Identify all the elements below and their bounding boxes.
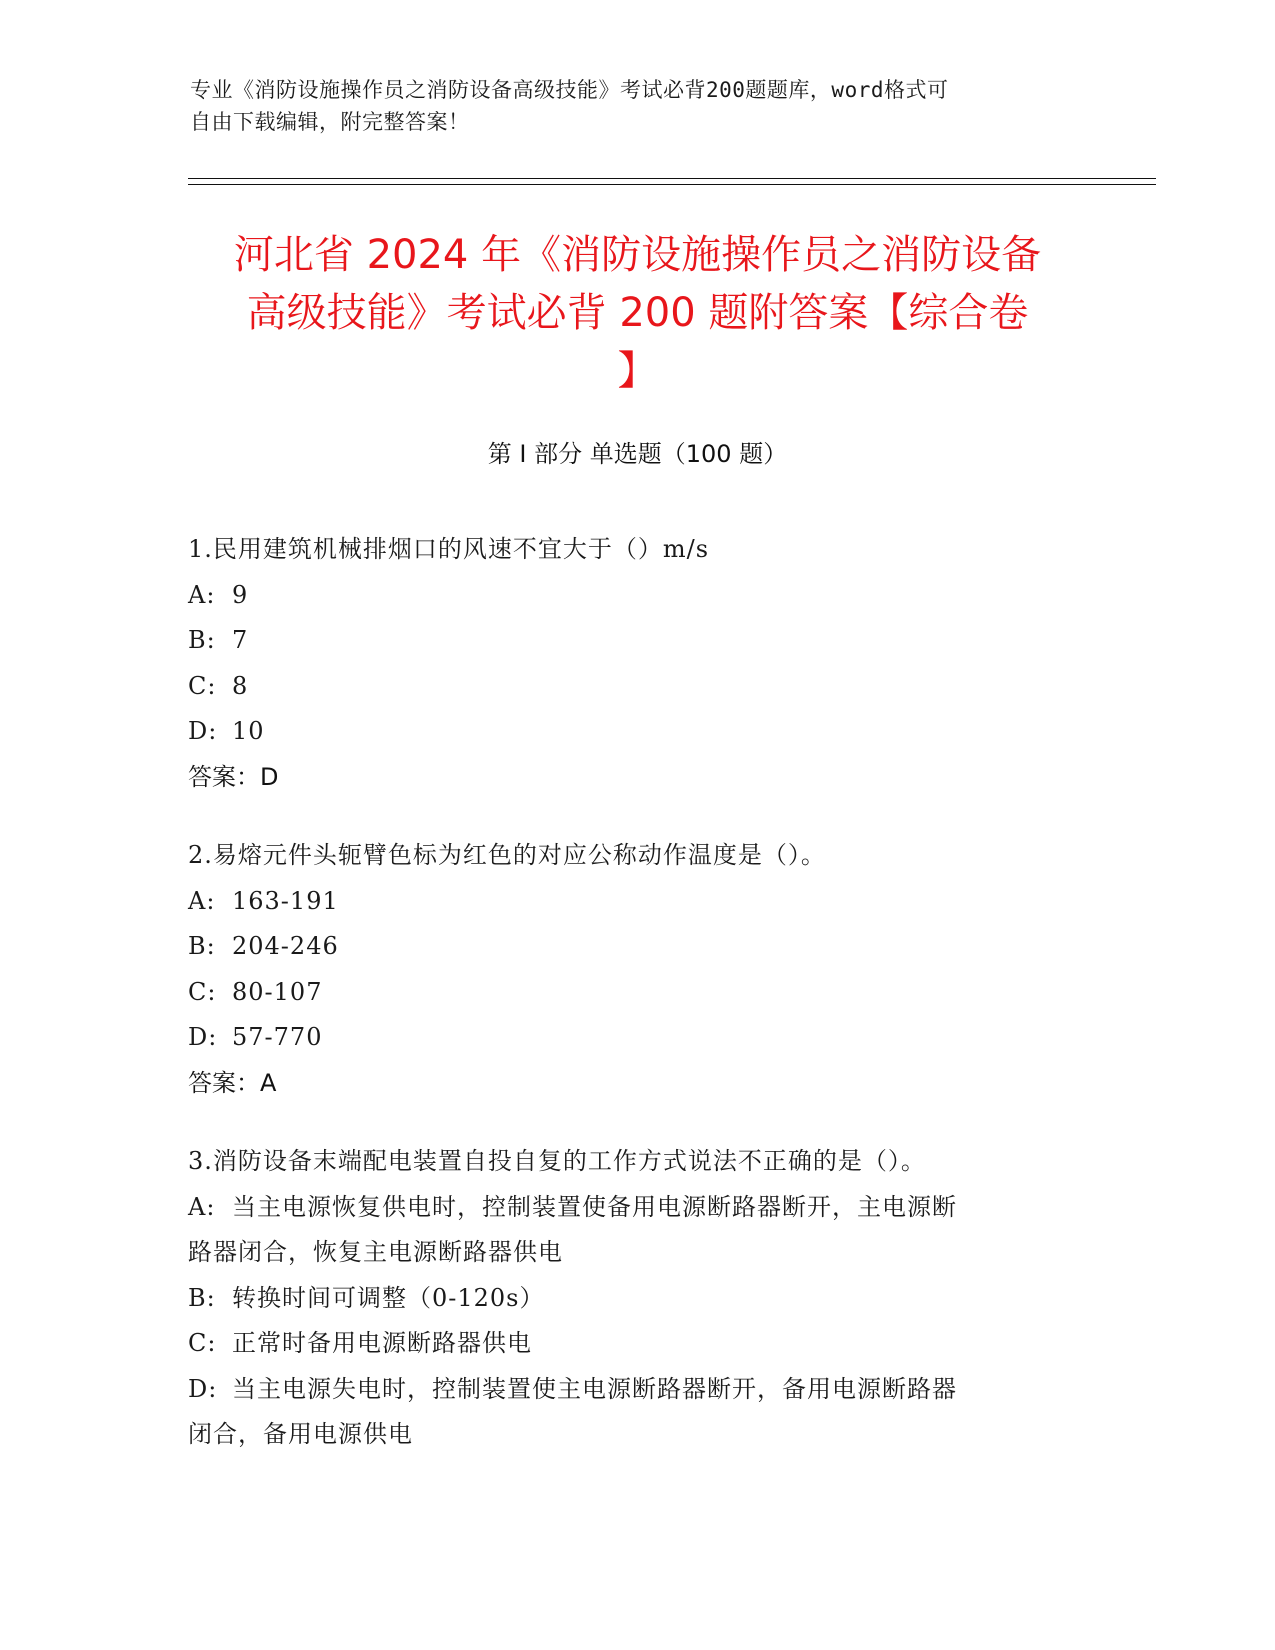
option-letter: C:	[188, 671, 217, 700]
option-c	[188, 664, 1088, 710]
header-divider-top	[188, 178, 1156, 179]
option-a	[188, 573, 1088, 619]
option-letter: C:	[188, 977, 217, 1006]
option-b	[188, 1276, 1088, 1322]
option-text: 204-246	[232, 932, 339, 960]
option-text: 当主电源恢复供电时，控制装置使备用电源断路器断开，主电源断	[232, 1192, 957, 1221]
question-2	[188, 833, 1088, 1106]
option-c	[188, 970, 1088, 1016]
option-text: 163-191	[232, 886, 339, 915]
question-stem: 1.民用建筑机械排烟口的风速不宜大于（）m/s	[188, 535, 710, 563]
option-text: 7	[232, 626, 249, 654]
question-3	[188, 1139, 1088, 1458]
option-letter: B:	[188, 932, 216, 960]
option-text: 正常时备用电源断路器供电	[232, 1329, 532, 1357]
document-title	[185, 226, 1090, 400]
option-c	[188, 1321, 1088, 1367]
option-text: 57-770	[232, 1023, 323, 1051]
header-note-line-1: 专业《消防设施操作员之消防设备高级技能》考试必背200题题库，word格式可	[190, 78, 949, 102]
option-letter: B:	[188, 1283, 216, 1312]
option-d	[188, 1015, 1088, 1061]
answer-key: 答案：D	[188, 762, 279, 791]
option-a	[188, 1185, 1088, 1276]
option-text: 80-107	[232, 977, 323, 1006]
document-title-line-3: 】	[617, 348, 658, 394]
header-divider-bottom	[188, 184, 1156, 185]
option-letter: D:	[188, 717, 218, 745]
option-text-continued: 闭合，备用电源供电	[188, 1420, 413, 1448]
document-title-line-1: 河北省 2024 年《消防设施操作员之消防设备	[233, 232, 1042, 278]
option-text: 8	[232, 671, 249, 700]
option-letter: D:	[188, 1374, 218, 1403]
question-stem: 2.易熔元件头轭臂色标为红色的对应公称动作温度是（）。	[188, 841, 826, 869]
option-letter: A:	[188, 1192, 216, 1221]
question-list	[188, 527, 1088, 1491]
option-text: 转换时间可调整（0-120s）	[232, 1283, 545, 1312]
header-note-line-2: 自由下载编辑，附完整答案！	[190, 110, 470, 134]
question-stem: 3.消防设备末端配电装置自投自复的工作方式说法不正确的是（）。	[188, 1147, 926, 1175]
document-title-line-2: 高级技能》考试必背 200 题附答案【综合卷	[246, 290, 1029, 336]
answer-key: 答案：A	[188, 1068, 277, 1097]
option-letter: D:	[188, 1023, 218, 1051]
option-a	[188, 879, 1088, 925]
question-1	[188, 527, 1088, 800]
section-heading: 第 I 部分 单选题（100 题）	[487, 440, 788, 468]
option-b	[188, 924, 1088, 970]
option-text: 当主电源失电时，控制装置使主电源断路器断开，备用电源断路器	[232, 1374, 957, 1403]
header-note	[190, 74, 1080, 138]
option-letter: A:	[188, 580, 216, 609]
option-letter: C:	[188, 1329, 217, 1357]
option-d	[188, 709, 1088, 755]
option-text: 9	[232, 580, 249, 609]
option-letter: A:	[188, 886, 216, 915]
option-text: 10	[232, 717, 265, 745]
option-d	[188, 1367, 1088, 1458]
option-b	[188, 618, 1088, 664]
option-text-continued: 路器闭合，恢复主电源断路器供电	[188, 1238, 563, 1266]
option-letter: B:	[188, 626, 216, 654]
